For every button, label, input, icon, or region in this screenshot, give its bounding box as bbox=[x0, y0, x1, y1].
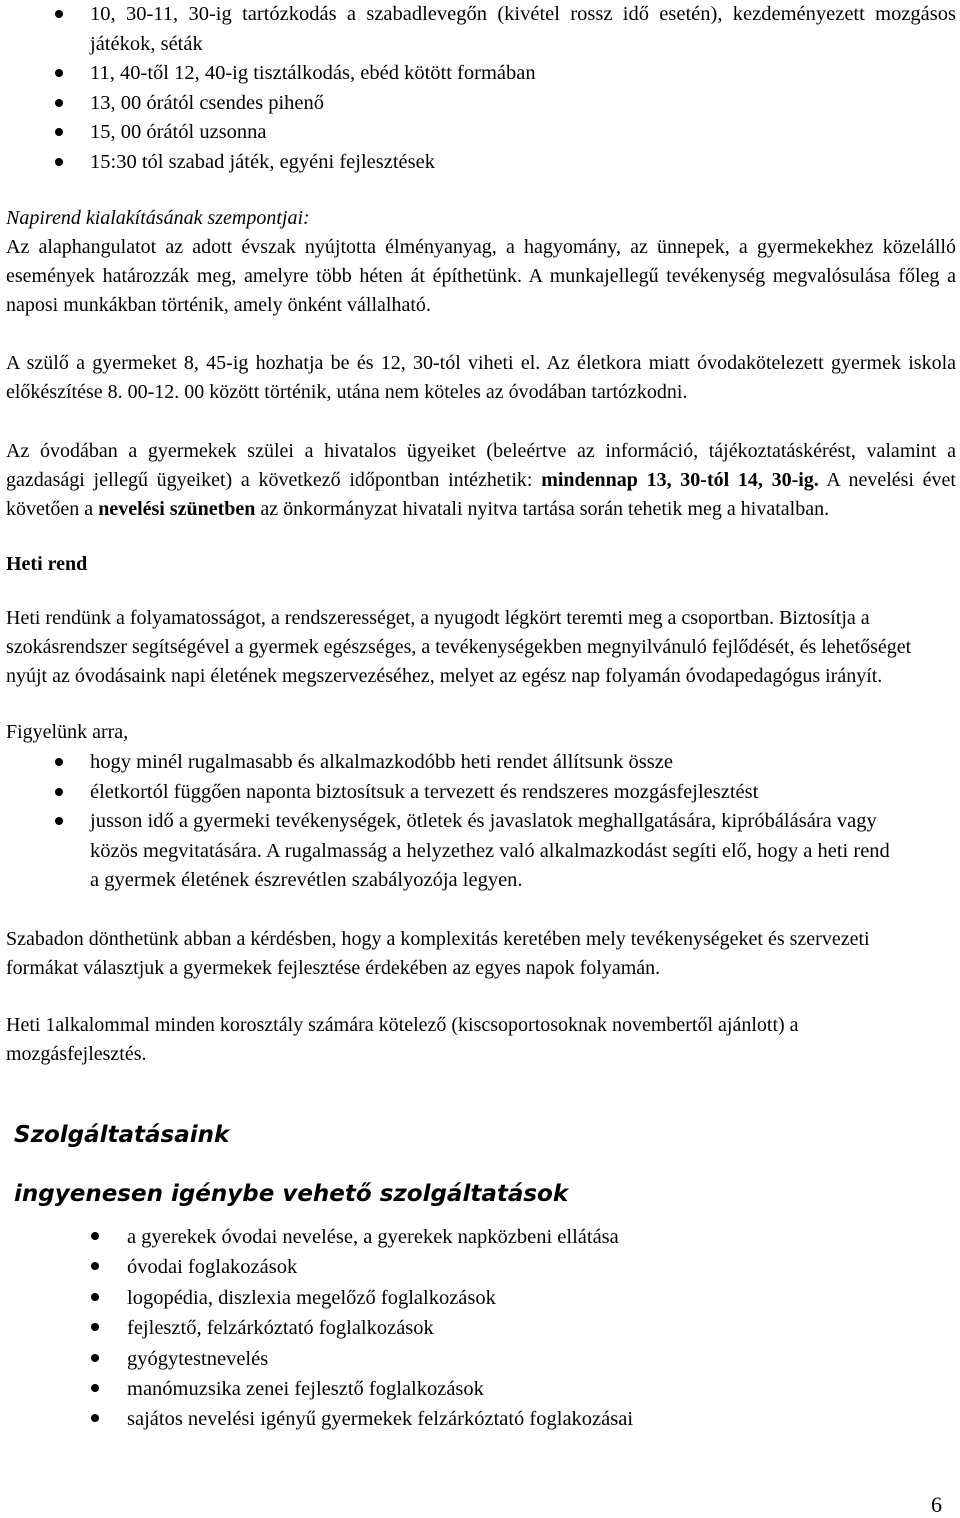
bullet-icon bbox=[55, 788, 63, 796]
bullet-icon bbox=[55, 817, 63, 825]
bullet-icon bbox=[91, 1232, 99, 1240]
list-item: életkortól függően naponta biztosítsuk a tervezett és rendszeres mozgásfejlesztést bbox=[90, 778, 890, 808]
list-item: hogy minél rugalmasabb és alkalmazkodóbb heti rendet állítsunk össze bbox=[90, 748, 890, 778]
services-title: Szolgáltatásaink bbox=[14, 1122, 230, 1148]
office-hours: mindennap 13, 30-tól 14, 30-ig. bbox=[541, 469, 819, 491]
bullet-icon bbox=[91, 1354, 99, 1362]
bullet-icon bbox=[91, 1323, 99, 1331]
figyelunk-label: Figyelünk arra, bbox=[6, 721, 129, 743]
bullet-icon bbox=[55, 69, 63, 77]
list-item: 10, 30-11, 30-ig tartózkodás a szabadlevegőn (kivétel rossz idő esetén), kezdeményezett mozgásos játékok, séták bbox=[90, 0, 956, 59]
list-item: sajátos nevelési igényű gyermekek felzárkóztató foglakozásai bbox=[127, 1404, 947, 1434]
bullet-icon bbox=[55, 158, 63, 166]
list-item: 11, 40-től 12, 40-ig tisztálkodás, ebéd kötött formában bbox=[90, 59, 956, 89]
bullet-icon bbox=[91, 1414, 99, 1422]
bullet-icon bbox=[55, 758, 63, 766]
list-item: 15:30 tól szabad játék, egyéni fejlesztések bbox=[90, 148, 956, 178]
bullet-icon bbox=[91, 1262, 99, 1270]
bullet-icon bbox=[55, 10, 63, 18]
paragraph-heti-rend: Heti rendünk a folyamatosságot, a rendszerességet, a nyugodt légkört teremti meg a csoportban. Biztosítja a szokásrendszer segítségével a gyermek egészséges, a tevékenységekben megnyilvánuló fejlődését, és lehetőséget nyújt az óvodásaink napi életének megszervezéséhez, melyet az egész nap folyamán óvodapedagógus irányít. bbox=[6, 607, 912, 687]
list-item: manómuzsika zenei fejlesztő foglalkozások bbox=[127, 1374, 947, 1404]
heti-rend-heading: Heti rend bbox=[6, 553, 88, 575]
list-item: fejlesztő, felzárkóztató foglalkozások bbox=[127, 1313, 947, 1343]
nevelesi-szunet: nevelési szünetben bbox=[98, 498, 256, 520]
figyelunk-list bbox=[90, 748, 890, 896]
napirend-heading: Napirend kialakításának szempontjai: bbox=[6, 207, 310, 229]
schedule-list bbox=[90, 0, 956, 177]
list-item: a gyerekek óvodai nevelése, a gyerekek napközbeni ellátása bbox=[127, 1222, 947, 1252]
paragraph-ugyintezes: Az óvodában a gyermekek szülei a hivatalos ügyeiket (beleértve az információ, tájékoztatáskérést, valamint a gazdasági jellegű ügyeiket) a következő időpontban intézhetik: mindennap 13, 30-tól 14, 30-ig. A nevelési évet követően a nevelési szünetben az önkormányzat hivatali nyitva tartása során tehetik meg a hivatalban. bbox=[6, 440, 956, 520]
paragraph-heti-1: Heti 1alkalommal minden korosztály számára kötelező (kiscsoportosoknak novembertől ajánlott) a mozgásfejlesztés. bbox=[6, 1014, 799, 1065]
bullet-icon bbox=[55, 128, 63, 136]
paragraph-szabadon: Szabadon dönthetünk abban a kérdésben, hogy a komplexitás keretében mely tevékenységeket és szervezeti formákat választjuk a gyermekek fejlesztése érdekében az egyes napok folyamán. bbox=[6, 928, 870, 979]
paragraph-szulo: A szülő a gyermeket 8, 45-ig hozhatja be és 12, 30-tól viheti el. Az életkora miatt óvodakötelezett gyermek iskola előkészítése 8. 00-12. 00 között történik, utána nem köteles az óvodában tartózkodni. bbox=[6, 352, 956, 403]
list-item: logopédia, diszlexia megelőző foglalkozások bbox=[127, 1283, 947, 1313]
free-services-title: ingyenesen igénybe vehető szolgáltatások bbox=[14, 1181, 569, 1207]
paragraph-alaphangulat: Az alaphangulatot az adott évszak nyújtotta élményanyag, a hagyomány, az ünnepek, a gyermekekhez közelálló események határozzák meg, amelyre több héten át építhetünk. A munkajellegű tevékenység megvalósulása főleg a naposi munkákban történik, amely önként vállalható. bbox=[6, 236, 956, 316]
bullet-icon bbox=[91, 1384, 99, 1392]
list-item: 15, 00 órától uzsonna bbox=[90, 118, 956, 148]
list-item: jusson idő a gyermeki tevékenységek, ötletek és javaslatok meghallgatására, kipróbálására vagy közös megvitatására. A rugalmasság a helyzethez való alkalmazkodást segíti elő, hogy a heti rend a gyermek életének észrevétlen szabályozója legyen. bbox=[90, 807, 890, 896]
bullet-icon bbox=[55, 99, 63, 107]
services-list bbox=[127, 1222, 947, 1435]
list-item: gyógytestnevelés bbox=[127, 1344, 947, 1374]
list-item: óvodai foglakozások bbox=[127, 1252, 947, 1282]
bullet-icon bbox=[91, 1293, 99, 1301]
list-item: 13, 00 órától csendes pihenő bbox=[90, 89, 956, 119]
page-number: 6 bbox=[931, 1492, 942, 1517]
